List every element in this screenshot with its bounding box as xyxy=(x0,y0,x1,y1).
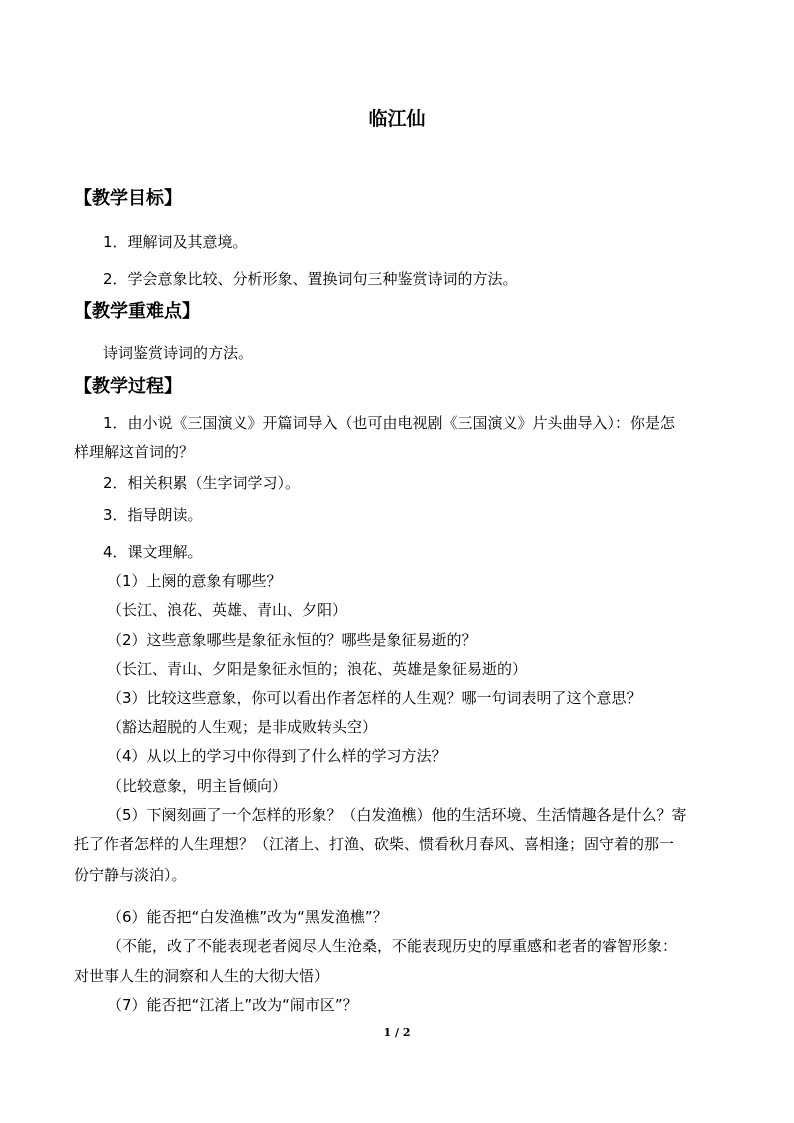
process-line: 对世事人生的洞察和人生的大彻大悟） xyxy=(74,967,330,985)
process-line: 2．相关积累（生字词学习）。 xyxy=(103,474,301,492)
process-line: （1）上阕的意象有哪些？ xyxy=(107,572,282,590)
section-heading-goals: 【教学目标】 xyxy=(74,188,182,209)
process-line: （5）下阕刻画了一个怎样的形象？（白发渔樵）他的生活环境、生活情趣各是什么？寄 xyxy=(107,806,687,824)
process-line: （比较意象，明主旨倾向） xyxy=(107,777,288,795)
process-line: 托了作者怎样的人生理想？（江渚上、打渔、砍柴、惯看秋月春风、喜相逢；固守着的那一 xyxy=(74,835,675,853)
process-line: （3）比较这些意象，你可以看出作者怎样的人生观？哪一句词表明了这个意思？ xyxy=(107,689,642,707)
page-title: 临江仙 xyxy=(368,108,426,130)
process-line: 3．指导朗读。 xyxy=(103,506,203,524)
goal-item-1: 1．理解词及其意境。 xyxy=(103,233,248,251)
process-line: 1．由小说《三国演义》开篇词导入（也可由电视剧《三国演义》片头曲导入）：你是怎 xyxy=(103,414,676,432)
process-line: （不能，改了不能表现老者阅尽人生沧桑，不能表现历史的厚重感和老者的睿智形象： xyxy=(107,937,678,955)
process-line: （4）从以上的学习中你得到了什么样的学习方法？ xyxy=(107,747,447,765)
process-line: （7）能否把“江渚上”改为“闹市区”？ xyxy=(107,996,358,1014)
page-number: 1 / 2 xyxy=(383,1026,411,1039)
process-line: 样理解这首词的？ xyxy=(74,443,195,461)
process-line: （长江、青山、夕阳是象征永恒的；浪花、英雄是象征易逝的） xyxy=(107,660,528,678)
section-heading-process: 【教学过程】 xyxy=(74,376,182,397)
process-line: （2）这些意象哪些是象征永恒的？哪些是象征易逝的？ xyxy=(107,631,477,649)
process-line: 份宁静与淡泊）。 xyxy=(74,866,187,884)
goal-item-2: 2．学会意象比较、分析形象、置换词句三种鉴赏诗词的方法。 xyxy=(103,270,518,288)
process-line: 4．课文理解。 xyxy=(103,543,203,561)
process-line: （6）能否把“白发渔樵”改为“黑发渔樵”？ xyxy=(107,908,388,926)
key-points-text: 诗词鉴赏诗词的方法。 xyxy=(103,344,254,362)
section-heading-key-points: 【教学重难点】 xyxy=(74,301,200,322)
process-line: （长江、浪花、英雄、青山、夕阳） xyxy=(107,601,348,619)
process-line: （豁达超脱的人生观；是非成败转头空） xyxy=(107,718,378,736)
